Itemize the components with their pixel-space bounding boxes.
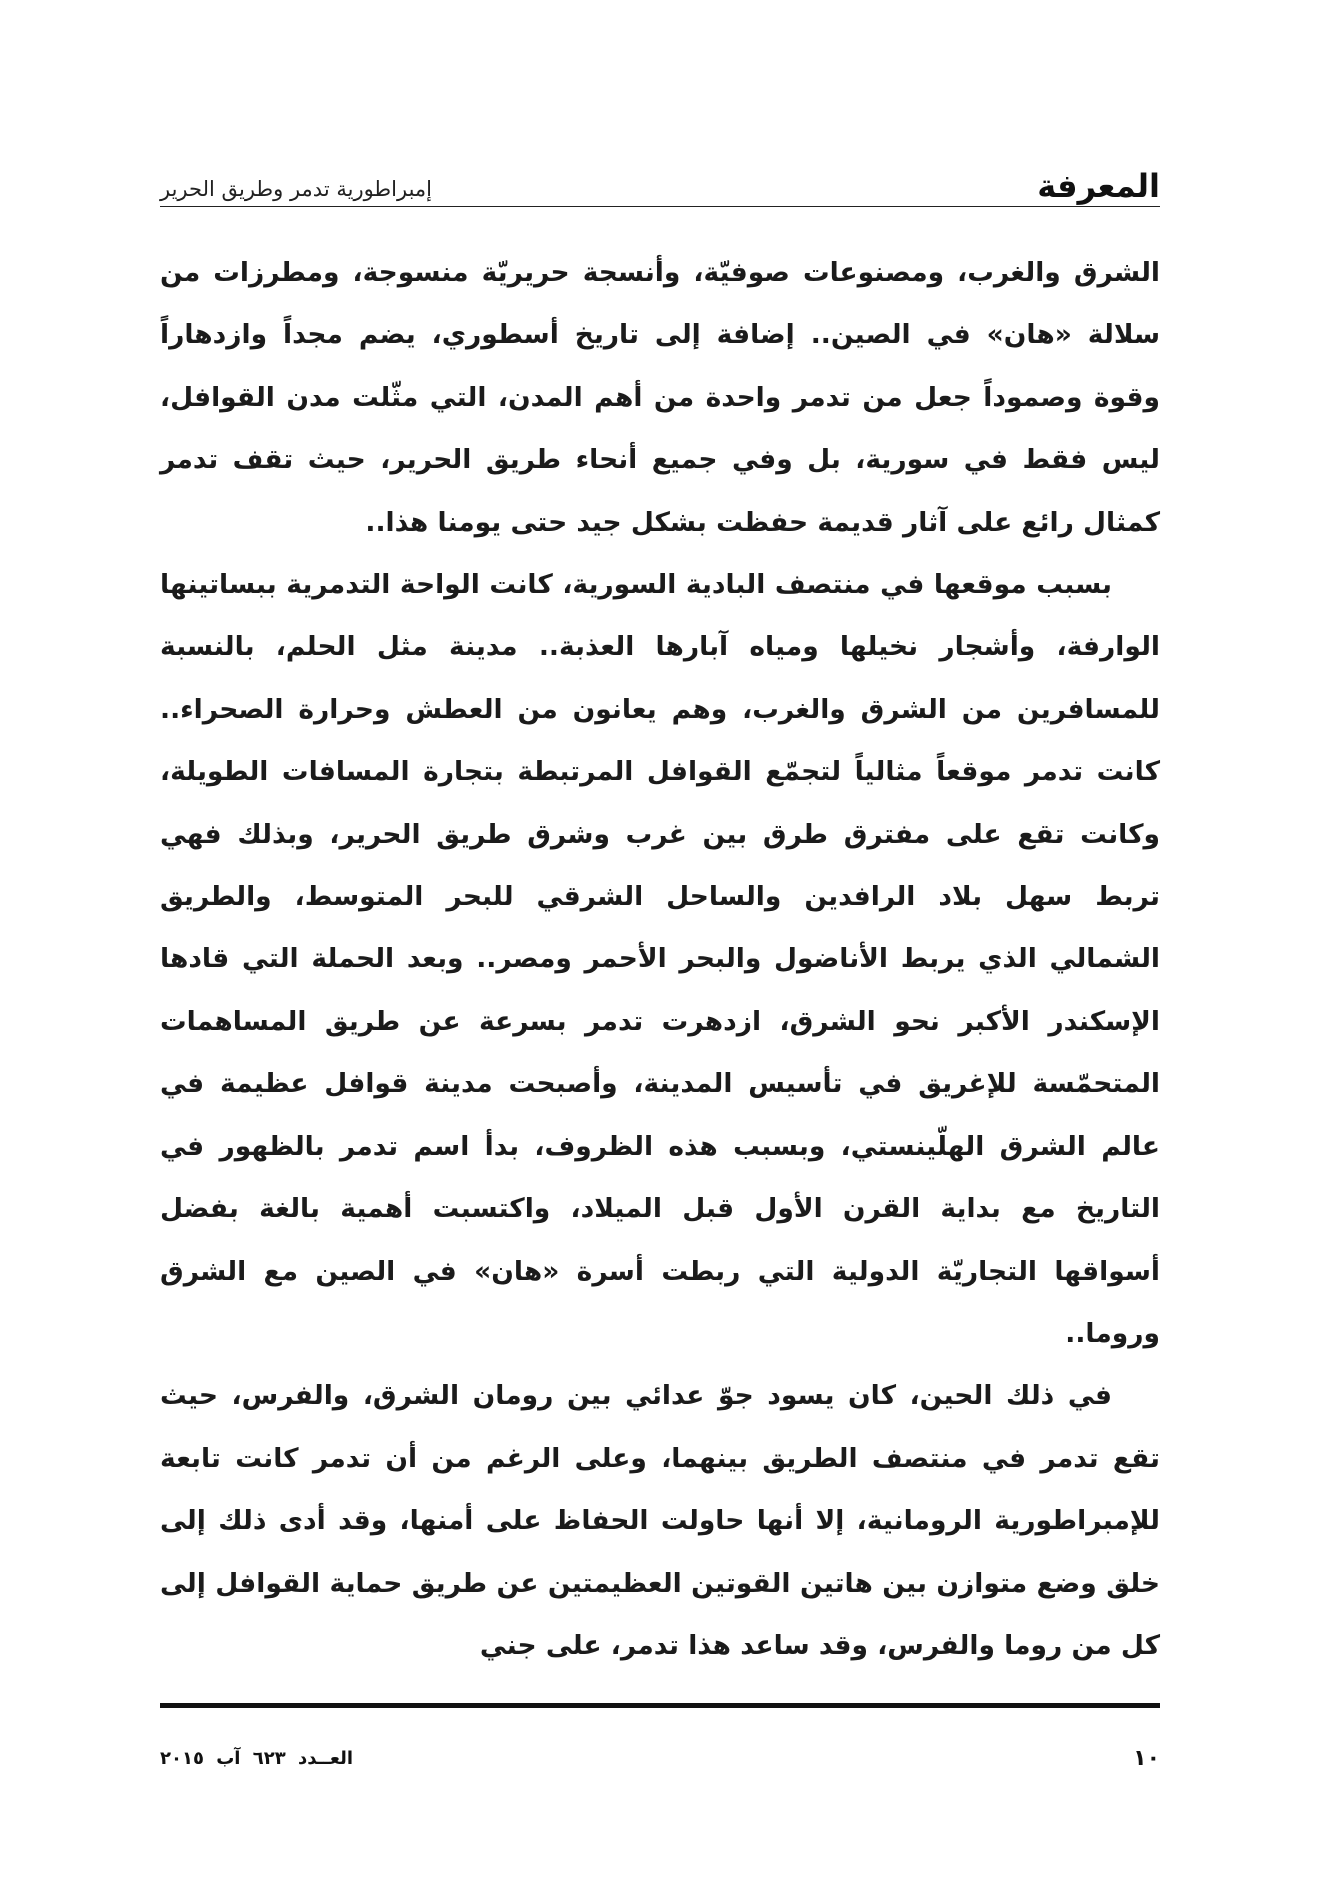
page-header bbox=[160, 152, 1160, 205]
running-title: إمبراطورية تدمر وطريق الحرير bbox=[160, 177, 432, 201]
page-footer bbox=[160, 1738, 1160, 1778]
article-body bbox=[160, 242, 1160, 1661]
footer-divider bbox=[160, 1703, 1160, 1708]
magazine-logo: المعرفة bbox=[1037, 167, 1160, 205]
page-number: ١٠ bbox=[1133, 1745, 1160, 1771]
paragraph: بسبب موقعها في منتصف البادية السورية، كانت الواحة التدمرية ببساتينها الوارفة، وأشجار نخيلها ومياه آبارها العذبة.. مدينة مثل الحلم، بالنسبة للمسافرين من الشرق والغرب، وهم يعانون من العطش وحرارة الصحراء.. كانت تدمر موقعاً مثالياً لتجمّع القوافل المرتبطة بتجارة المسافات الطويلة، وكانت تقع على مفترق طرق بين غرب وشرق طريق الحرير، وبذلك فهي تربط سهل بلاد الرافدين والساحل الشرقي للبحر المتوسط، والطريق الشمالي الذي يربط الأناضول والبحر الأحمر ومصر.. وبعد الحملة التي قادها الإسكندر الأكبر نحو الشرق، ازدهرت تدمر بسرعة عن طريق المساهمات المتحمّسة للإغريق في تأسيس المدينة، وأصبحت مدينة قوافل عظيمة في عالم الشرق الهلّينستي، وبسبب هذه الظروف، بدأ اسم تدمر بالظهور في التاريخ مع بداية القرن الأول قبل الميلاد، واكتسبت أهمية بالغة بفضل أسواقها التجاريّة الدولية التي ربطت أسرة «هان» في الصين مع الشرق وروما.. bbox=[160, 569, 1160, 1349]
header-divider bbox=[160, 206, 1160, 207]
paragraph: في ذلك الحين، كان يسود جوّ عدائي بين رومان الشرق، والفرس، حيث تقع تدمر في منتصف الطريق بينهما، وعلى الرغم من أن تدمر كانت تابعة للإمبراطورية الرومانية، إلا أنها حاولت الحفاظ على أمنها، وقد أدى ذلك إلى خلق وضع متوازن بين هاتين القوتين العظيمتين عن طريق حماية القوافل إلى كل من روما والفرس، وقد ساعد هذا تدمر، على جني bbox=[160, 1380, 1160, 1661]
paragraph: الشرق والغرب، ومصنوعات صوفيّة، وأنسجة حريريّة منسوجة، ومطرزات من سلالة «هان» في الصين.. إضافة إلى تاريخ أسطوري، يضم مجداً وازدهاراً وقوة وصموداً جعل من تدمر واحدة من أهم المدن، التي مثّلت مدن القوافل، ليس فقط في سورية، بل وفي جميع أنحاء طريق الحرير، حيث تقف تدمر كمثال رائع على آثار قديمة حفظت بشكل جيد حتى يومنا هذا.. bbox=[160, 257, 1160, 538]
issue-info: العــدد ٦٢٣ آب ٢٠١٥ bbox=[160, 1747, 354, 1769]
